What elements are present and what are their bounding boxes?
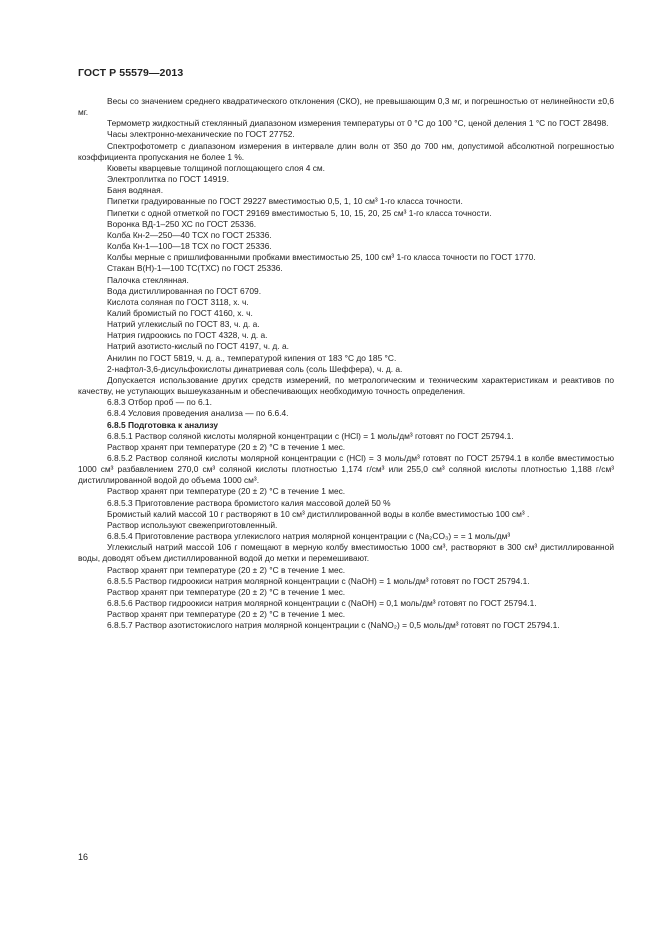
paragraph: Воронка ВД-1–250 ХС по ГОСТ 25336.: [107, 218, 257, 229]
paragraph: Раствор хранят при температуре (20 ± 2) °С в течение 1 мес.: [107, 609, 346, 620]
paragraph: 2-нафтол-3,6-дисульфокислоты динатриевая соль (соль Шеффера), ч. д. а.: [107, 363, 403, 374]
section-heading: 6.8.5 Подготовка к анализу: [107, 419, 218, 430]
document-body: [78, 96, 614, 632]
paragraph: Кюветы кварцевые толщиной поглощающего слоя 4 см.: [107, 162, 325, 173]
paragraph: Колбы мерные с пришлифованными пробками вместимостью 25, 100 см³ 1-го класса точности по ГОСТ 1770.: [107, 252, 536, 263]
section-item: 6.8.4 Условия проведения анализа — по 6.6.4.: [107, 408, 289, 419]
paragraph: Пипетки с одной отметкой по ГОСТ 29169 вместимостью 5, 10, 15, 20, 25 см³ 1-го класса точности.: [107, 207, 492, 218]
paragraph: Электроплитка по ГОСТ 14919.: [107, 174, 229, 185]
paragraph: Бромистый калий массой 10 г растворяют в 10 см³ дистиллированной воды в колбе вместимостью 100 см³ .: [107, 508, 530, 519]
section-item: 6.8.3 Отбор проб — по 6.1.: [107, 397, 212, 408]
paragraph: Весы со значением среднего квадратического отклонения (СКО), не превышающим 0,3 мг, и погрешностью от нелинейности ±0,6 мг.: [78, 96, 614, 118]
paragraph: Раствор хранят при температуре (20 ± 2) °С в течение 1 мес.: [107, 486, 346, 497]
paragraph: 6.8.5.5 Раствор гидроокиси натрия молярной концентрации с (NaOH) = 1 моль/дм³ готовят по ГОСТ 25794.1.: [107, 575, 530, 586]
paragraph: Кислота соляная по ГОСТ 3118, х. ч.: [107, 296, 249, 307]
paragraph: Термометр жидкостный стеклянный диапазоном измерения температуры от 0 °С до 100 °С, ценой деления 1 °С по ГОСТ 28498.: [107, 118, 609, 129]
paragraph: Углекислый натрий массой 106 г помещают в мерную колбу вместимостью 1000 см³, растворяют в 300 см³ дистиллированной воды, доводят объем дистиллированной водой до метки и перемешивают.: [78, 542, 614, 564]
paragraph: Раствор хранят при температуре (20 ± 2) °С в течение 1 мес.: [107, 441, 346, 452]
paragraph: Стакан В(Н)-1—100 ТС(ТХС) по ГОСТ 25336.: [107, 263, 283, 274]
paragraph: Натрия гидроокись по ГОСТ 4328, ч. д. а.: [107, 330, 268, 341]
paragraph: 6.8.5.1 Раствор соляной кислоты молярной концентрации с (HCl) = 1 моль/дм³ готовят по ГОСТ 25794.1.: [107, 430, 514, 441]
paragraph: Пипетки градуированные по ГОСТ 29227 вместимостью 0,5, 1, 10 см³ 1-го класса точности.: [107, 196, 463, 207]
paragraph: 6.8.5.6 Раствор гидроокиси натрия молярной концентрации с (NaOH) = 0,1 моль/дм³ готовят по ГОСТ 25794.1.: [107, 598, 537, 609]
paragraph: Колба Кн-1—100—18 ТСХ по ГОСТ 25336.: [107, 241, 272, 252]
paragraph: Анилин по ГОСТ 5819, ч. д. а., температурой кипения от 183 °С до 185 °С.: [107, 352, 397, 363]
paragraph: Допускается использование других средств измерений, по метрологическим и техническим характеристикам и реактивов по качеству, не уступающих вышеуказанным и обеспечивающих необходимую точность определения.: [78, 374, 614, 397]
paragraph: Вода дистиллированная по ГОСТ 6709.: [107, 285, 262, 296]
paragraph: Спектрофотометр с диапазоном измерения в интервале длин волн от 350 до 700 нм, допустимой абсолютной погрешностью коэффициента пропускания не более 1 %.: [78, 140, 614, 162]
paragraph: Часы электронно-механические по ГОСТ 27752.: [107, 129, 295, 140]
paragraph: Раствор хранят при температуре (20 ± 2) °С в течение 1 мес.: [107, 586, 346, 597]
paragraph: Натрий углекислый по ГОСТ 83, ч. д. а.: [107, 319, 260, 330]
paragraph: 6.8.5.2 Раствор соляной кислоты молярной концентрации с (HCl) = 3 моль/дм³ готовят по ГОСТ 25794.1 в колбе вместимостью 1000 см³ разбавлением 270,0 см³ соляной кислоты плотностью 1,174 г/см³ или 255,0 см³ соляной кислоты плотностью 1,188 г/см³ дистиллированной водой до объема 1000 см³.: [78, 453, 614, 486]
paragraph: Палочка стеклянная.: [107, 274, 189, 285]
page-number: 16: [78, 852, 89, 862]
document-header: ГОСТ Р 55579—2013: [78, 67, 184, 79]
paragraph: Раствор используют свежеприготовленный.: [107, 519, 278, 530]
paragraph: Калий бромистый по ГОСТ 4160, х. ч.: [107, 307, 253, 318]
paragraph: 6.8.5.7 Раствор азотистокислого натрия молярной концентрации с (NaNO₂) = 0,5 моль/дм³ готовят по ГОСТ 25794.1.: [107, 620, 560, 631]
paragraph: Натрий азотисто-кислый по ГОСТ 4197, ч. д. а.: [107, 341, 289, 352]
paragraph: Колба Кн-2—250—40 ТСХ по ГОСТ 25336.: [107, 229, 272, 240]
paragraph: Баня водяная.: [107, 185, 164, 196]
paragraph: 6.8.5.4 Приготовление раствора углекислого натрия молярной концентрации с (Na₂CO₃) = = 1 моль/дм³: [107, 531, 511, 542]
paragraph: 6.8.5.3 Приготовление раствора бромистого калия массовой долей 50 %: [107, 497, 391, 508]
paragraph: Раствор хранят при температуре (20 ± 2) °С в течение 1 мес.: [107, 564, 346, 575]
